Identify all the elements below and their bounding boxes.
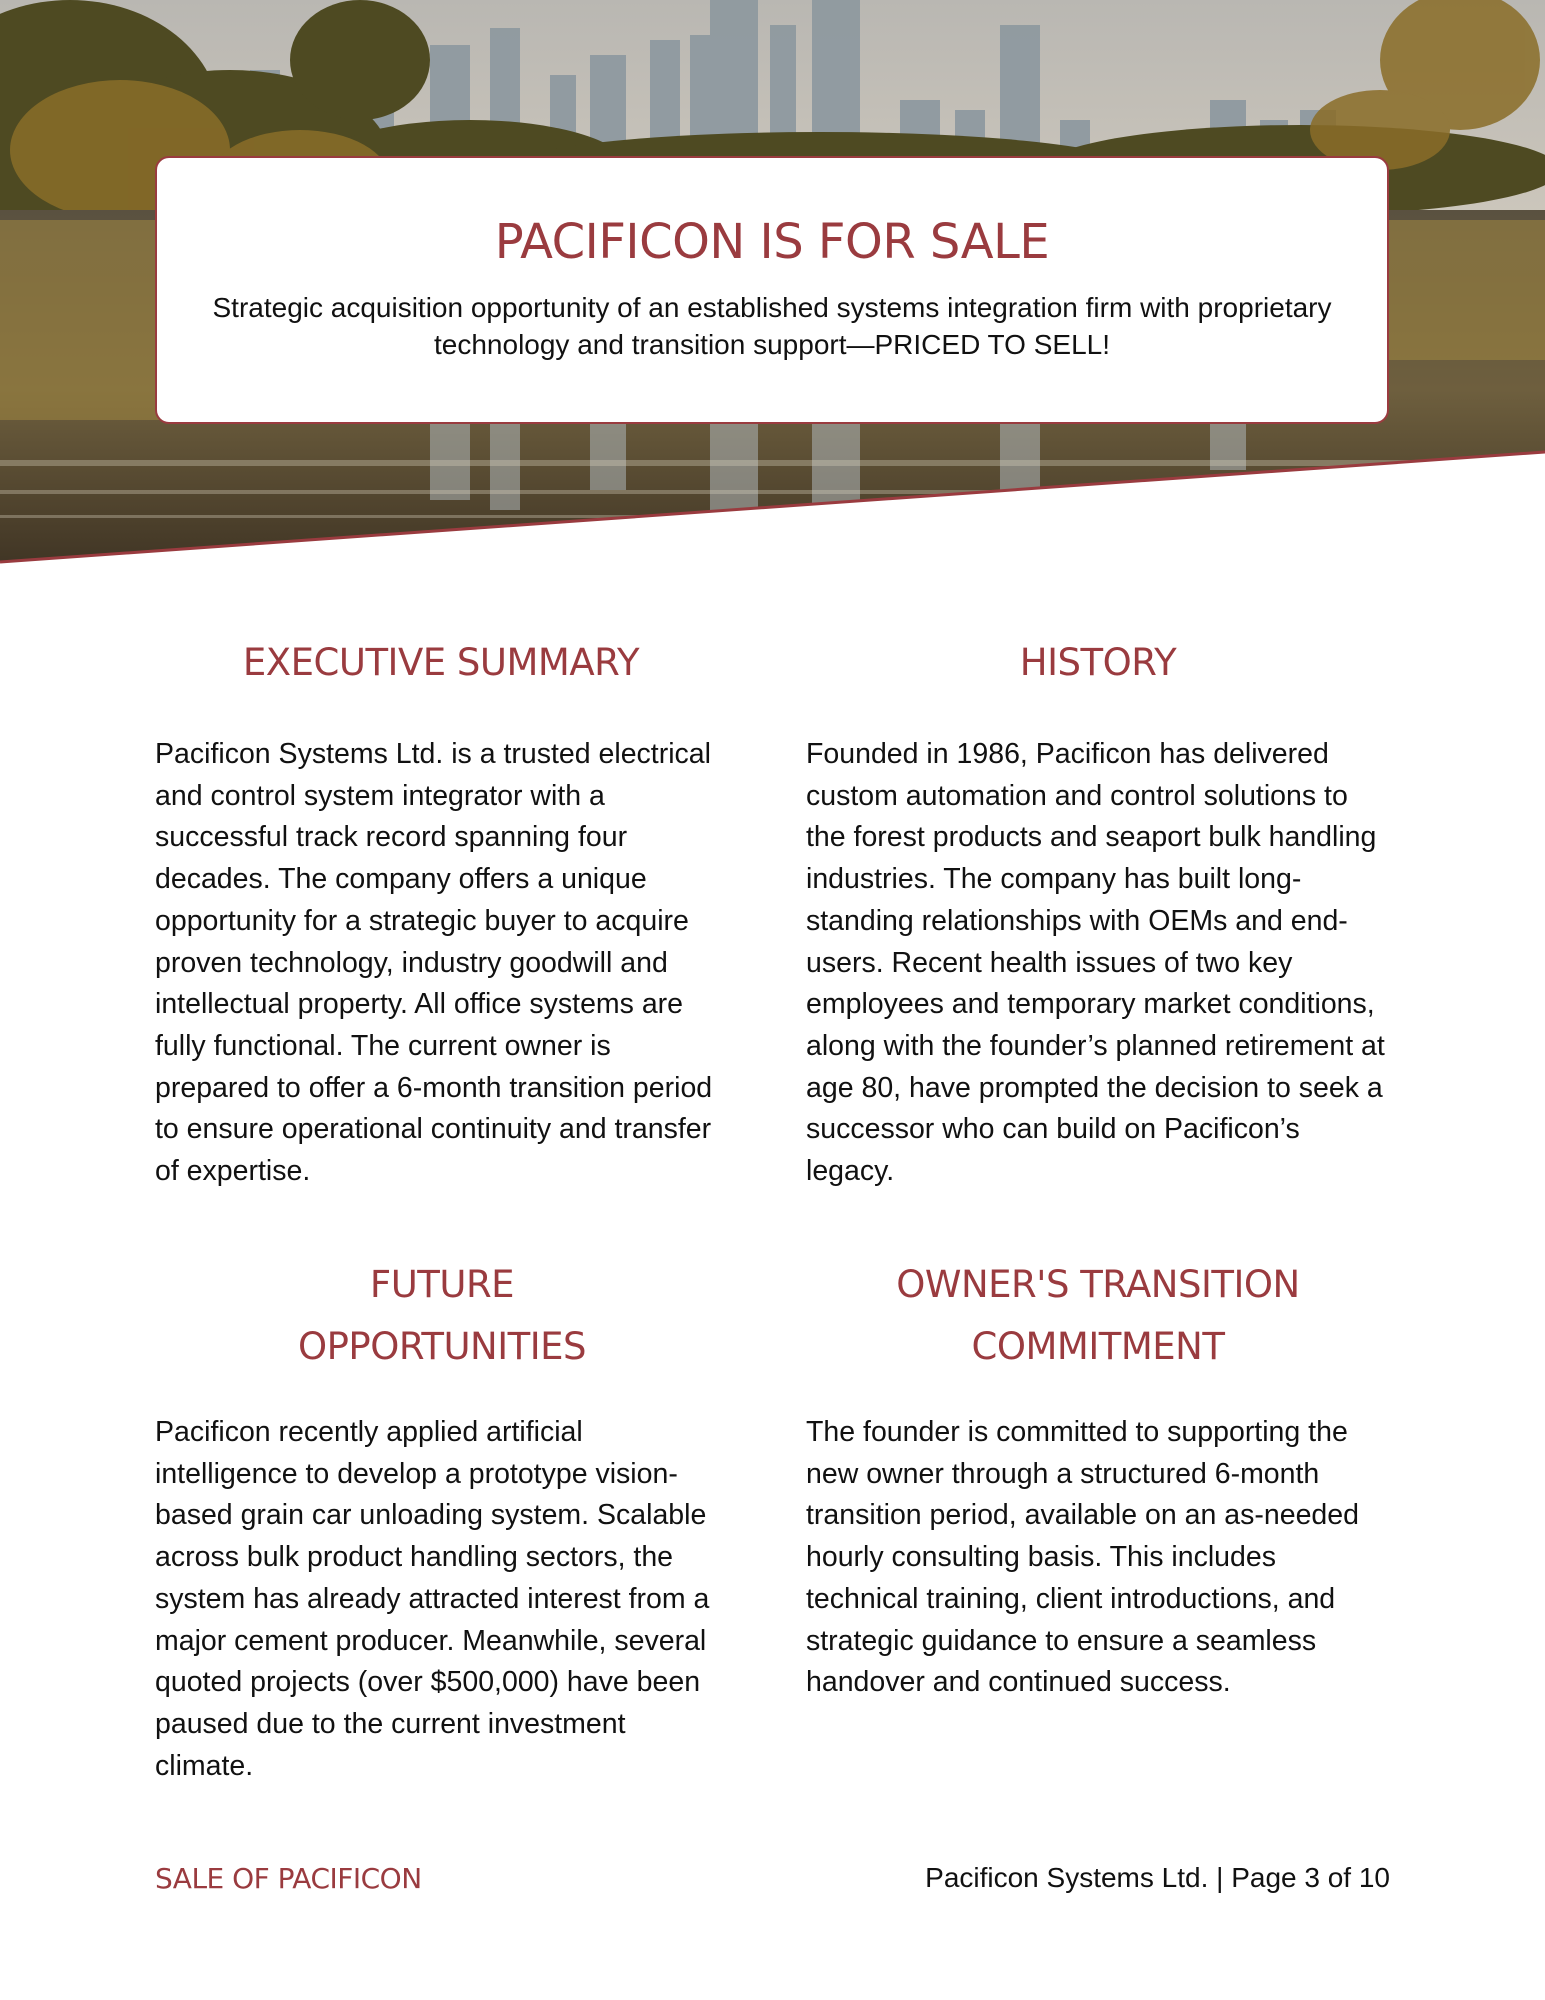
footer-document-title: SALE OF PACIFICON	[155, 1862, 422, 1895]
executive-summary-heading: EXECUTIVE SUMMARY	[242, 641, 640, 684]
transition-commitment-heading: OWNER'S TRANSITION COMMITMENT	[896, 1263, 1300, 1368]
transition-commitment-body: The founder is committed to supporting the new owner through a structured 6-month transition period, available on an as-needed hourly consulting basis. This includes technical training, client introductions, and strategic guidance to ensure a seamless handover and continued success.	[806, 1416, 1359, 1699]
footer-page-number: Pacificon Systems Ltd. | Page 3 of 10	[925, 1862, 1390, 1893]
page-title: PACIFICON IS FOR SALE	[494, 214, 1050, 270]
executive-summary-body: Pacificon Systems Ltd. is a trusted electrical and control system integrator with a successful track record spanning four decades. The company offers a unique opportunity for a strategic buyer to acquire proven technology, industry goodwill and intellectual property. All office systems are fully functional. The current owner is prepared to offer a 6-month transition period to ensure operational continuity and transfer of expertise.	[155, 738, 713, 1188]
hero-banner	[0, 0, 1545, 570]
history-body: Founded in 1986, Pacificon has delivered custom automation and control solutions to the forest products and seaport bulk handling industries. The company has built long-standing relationships with OEMs and end-users. Recent health issues of two key employees and temporary market conditions, along with the founder’s planned retirement at age 80, have prompted the decision to seek a successor who can build on Pacificon’s legacy.	[806, 738, 1385, 1188]
hero-card	[155, 156, 1389, 424]
hero-subtitle: Strategic acquisition opportunity of an established systems integration firm with proprietary technology and transition support—PRICED TO SELL!	[212, 291, 1332, 360]
future-opportunities-heading: FUTURE OPPORTUNITIES	[297, 1263, 587, 1368]
future-opportunities-body: Pacificon recently applied artificial intelligence to develop a prototype vision-based grain car unloading system. Scalable across bulk product handling sectors, the system has already attracted interest from a major cement producer. Meanwhile, several quoted projects (over $500,000) have been paused due to the current investment climate.	[155, 1416, 710, 1782]
history-heading: HISTORY	[1019, 641, 1177, 684]
